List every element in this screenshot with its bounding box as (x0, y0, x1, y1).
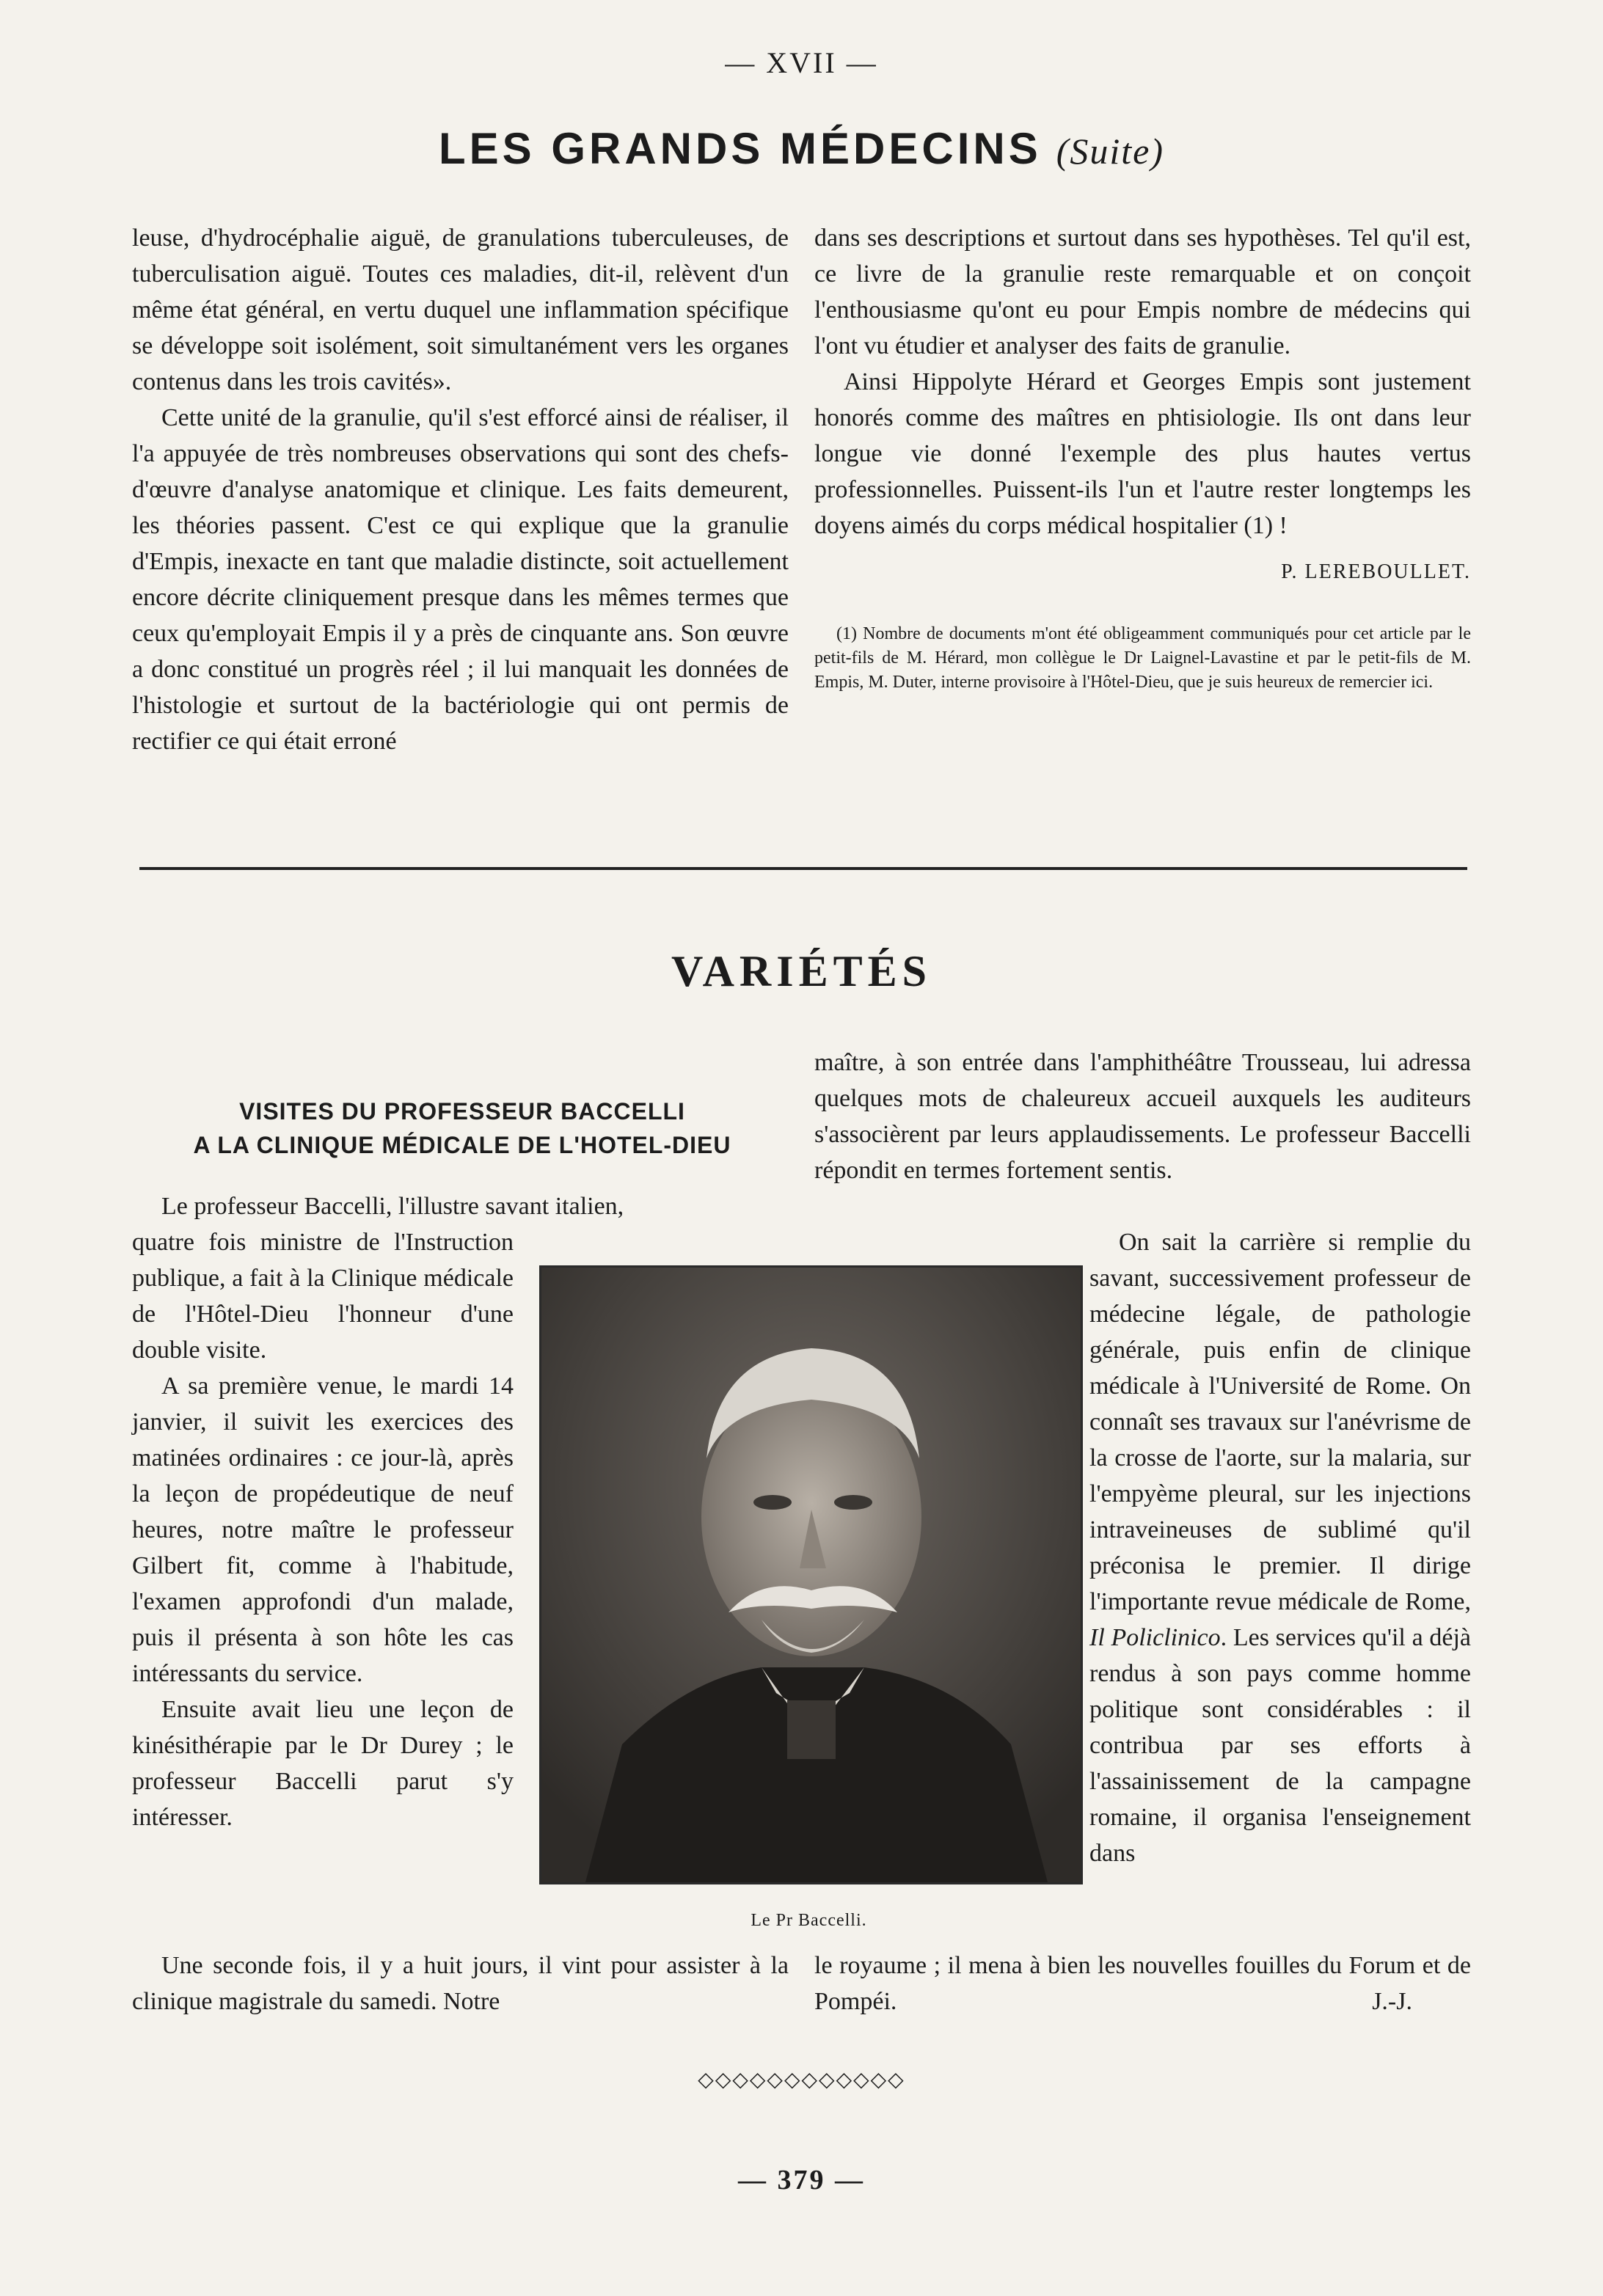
varietes-signature: J.-J. (1372, 1988, 1412, 2015)
decorative-ornament: ◇◇◇◇◇◇◇◇◇◇◇◇ (698, 2067, 905, 2091)
paragraph: Cette unité de la granulie, qu'il s'est efforcé ainsi de réaliser, il l'a appuyée de très nombreuses observations qui sont des chefs-d'œuvre d'analyse anatomique et clinique. Les faits demeurent, les théories passent. C'est ce qui explique que la granulie d'Empis, inexacte en tant que maladie distincte, soit actuellement encore décrite cliniquement presque dans les mêmes termes que ceux qu'employait Empis il y a près de cinquante ans. Son œuvre a donc constitué un progrès réel ; il lui manquait les données de l'histologie et surtout de la bactériologie qui ont permis de rectifier ce qui était erroné (132, 404, 789, 755)
article-left-column (132, 220, 789, 759)
article-footnote: (1) Nombre de documents m'ont été obligeamment communiqués pour cet article par le petit-fils de M. Hérard, mon collègue le Dr Laignel-Lavastine et par le petit-fils de M. Empis, M. Duter, interne provisoire à l'Hôtel-Dieu, que je suis heureux de remercier ici. (814, 624, 1471, 692)
photo-caption: Le Pr Baccelli. (751, 1911, 867, 1930)
paragraph: dans ses descriptions et surtout dans ses hypothèses. Tel qu'il est, ce livre de la granulie reste remarquable et on conçoit l'enthousiasme qu'ont eu pour Empis nombre de médecins qui l'ont vu étudier et analyser des faits de granulie. (814, 224, 1471, 359)
paragraph-text: le royaume ; il mena à bien les nouvelles fouilles du Forum et de Pompéi. (814, 1952, 1471, 2015)
paragraph: Ainsi Hippolyte Hérard et Georges Empis sont justement honorés comme des maîtres en phtisiologie. Ils ont dans leur longue vie donné l'exemple des plus hautes vertus professionnelles. Puissent-ils l'un et l'autre rester longtemps les doyens aimés du corps médical hospitalier (1) ! (814, 368, 1471, 539)
portrait-illustration (541, 1268, 1081, 1882)
varietes-right-outro (814, 1948, 1471, 2019)
paragraph-text: . Les services qu'il a déjà rendus à son pays comme homme politique sont considérables : il contribua par ses efforts à l'assainissement de la campagne romaine, il organisa l'enseignement dans (1089, 1624, 1471, 1867)
paragraph-text: On sait la carrière si remplie du savant, successivement professeur de médecine légale, de pathologie générale, puis enfin de clinique médicale à l'Université de Rome. On connaît ses travaux sur l'anévrisme de la crosse de l'aorte, sur la malaria, sur l'empyème pleural, sur les injections intraveineuses de sublimé qu'il préconisa le premier. Il dirige l'importante revue médicale de Rome, (1089, 1229, 1471, 1615)
paragraph: A sa première venue, le mardi 14 janvier, il suivit les exercices des matinées ordinaires : ce jour-là, après la leçon de propédeutique de neuf heures, notre maître le professeur Gilbert fit, comme à l'habitude, l'examen approfondi d'un malade, puis il présenta à son hôte les cas intéressants du service. (132, 1372, 514, 1687)
article-signature: P. LEREBOULLET. (1281, 560, 1471, 583)
subheading-line: A LA CLINIQUE MÉDICALE DE L'HOTEL-DIEU (193, 1132, 731, 1158)
varietes-left-intro: Le professeur Baccelli, l'illustre savant italien, (161, 1193, 624, 1220)
paragraph: leuse, d'hydrocéphalie aiguë, de granulations tuberculeuses, de tuberculisation aiguë. Toutes ces maladies, dit-il, relèvent d'un même état général, en vertu duquel une inflammation spécifique se développe soit isolément, soit simultanément vers les organes contenus dans les trois cavités». (132, 224, 789, 395)
varietes-title: VARIÉTÉS (671, 947, 932, 995)
page-folio: — XVII — (725, 46, 878, 79)
varietes-left-outro: Une seconde fois, il y a huit jours, il vint pour assister à la clinique magistrale du samedi. Notre (132, 1952, 789, 2015)
varietes-subheading (125, 1094, 800, 1162)
journal-title: Il Policlinico (1089, 1624, 1221, 1651)
varietes-right-narrow (1089, 1224, 1471, 1871)
page-number: — 379 — (738, 2165, 865, 2196)
section-title-text: LES GRANDS MÉDECINS (438, 124, 1042, 173)
varietes-right-intro: maître, à son entrée dans l'amphithéâtre Trousseau, lui adressa quelques mots de chaleureux accueil auxquels les auditeurs s'associèrent par leurs applaudissements. Le professeur Baccelli répondit en termes fortement sentis. (814, 1049, 1471, 1184)
section-divider (139, 867, 1467, 870)
article-right-column (814, 220, 1471, 695)
section-title (0, 123, 1603, 174)
portrait-photo (539, 1265, 1083, 1884)
paragraph: Ensuite avait lieu une leçon de kinésithérapie par le Dr Durey ; le professeur Baccelli parut s'y intéresser. (132, 1696, 514, 1831)
varietes-left-narrow (132, 1224, 514, 1835)
subheading-line: VISITES DU PROFESSEUR BACCELLI (239, 1098, 685, 1125)
section-title-suite: (Suite) (1056, 131, 1165, 172)
paragraph: quatre fois ministre de l'Instruction publique, a fait à la Clinique médicale de l'Hôtel-Dieu l'honneur d'une double visite. (132, 1229, 514, 1364)
